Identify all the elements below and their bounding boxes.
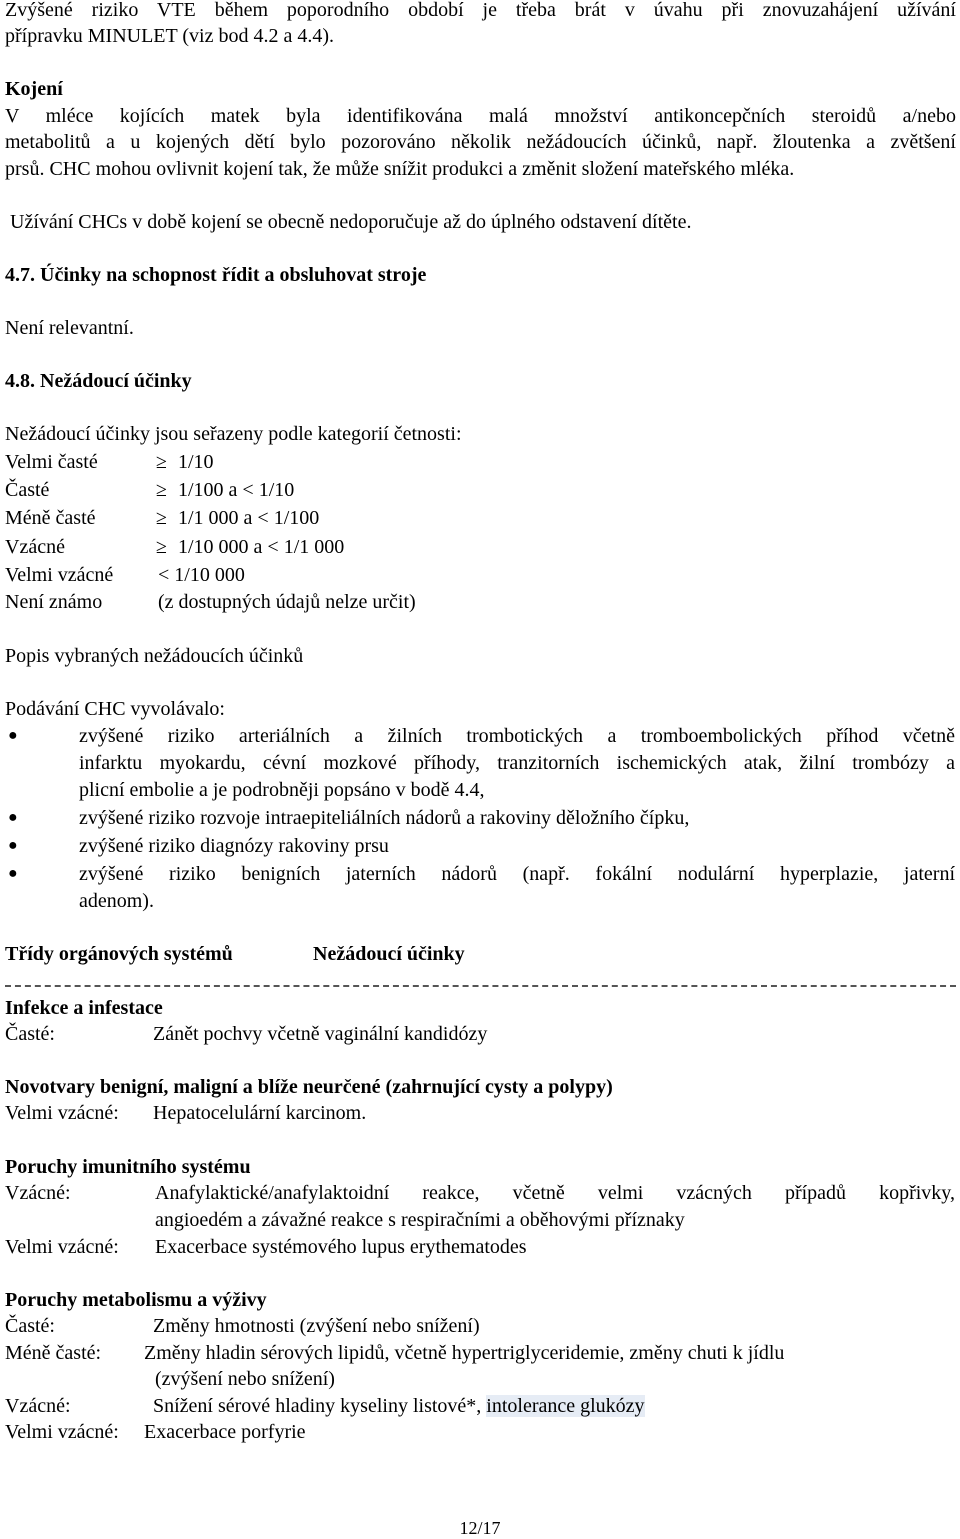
freq-range: (z dostupných údajů nelze určit)	[158, 591, 416, 613]
row-text: Exacerbace systémového lupus erythematodes	[155, 1236, 527, 1258]
row-text: Exacerbace porfyrie	[144, 1421, 306, 1443]
kojeni-line-4: Užívání CHCs v době kojení se obecně nedoporučuje až do úplného odstavení dítěte.	[10, 211, 692, 233]
row-text-continued: (zvýšení nebo snížení)	[155, 1368, 335, 1390]
row-label: Méně časté:	[5, 1342, 102, 1364]
bullet-2: zvýšené riziko rozvoje intraepiteliálních nádorů a rakoviny děložního čípku,	[79, 807, 690, 829]
row-text: Změny hladin sérových lipidů, včetně hypertriglyceridemie, změny chuti k jídlu	[144, 1342, 785, 1364]
freq-symbol: ≥	[156, 536, 167, 558]
freq-symbol: ≥	[156, 507, 167, 529]
group-title: Novotvary benigní, maligní a blíže neurčené (zahrnující cysty a polypy)	[5, 1076, 613, 1098]
bullet-4-line-2: adenom).	[79, 890, 154, 912]
frequency-intro: Nežádoucí účinky jsou seřazeny podle kategorií četnosti:	[5, 423, 462, 445]
kojeni-line-2: metabolitů a u kojených dětí bylo pozorováno několik nežádoucích účinků, např. žloutenka a zvětšení	[5, 131, 956, 153]
highlighted-text: intolerance glukózy	[486, 1395, 645, 1417]
row-text	[153, 1393, 645, 1419]
row-label: Vzácné:	[5, 1182, 71, 1204]
freq-label: Velmi vzácné	[5, 564, 114, 586]
row-label: Časté:	[5, 1315, 55, 1337]
kojeni-line-3: prsů. CHC mohou ovlivnit kojení tak, že může snížit produkci a změnit složení mateřského mléka.	[5, 158, 795, 180]
table-header-col1: Třídy orgánových systémů	[5, 943, 233, 965]
freq-range: 1/100 a < 1/10	[178, 479, 295, 501]
group-title: Poruchy metabolismu a výživy	[5, 1289, 267, 1311]
row-text: Hepatocelulární karcinom.	[153, 1102, 367, 1124]
table-header-col2: Nežádoucí účinky	[313, 943, 465, 965]
section-heading-kojeni: Kojení	[5, 78, 63, 100]
row-label: Časté:	[5, 1023, 55, 1045]
intro-line-2: přípravku MINULET (viz bod 4.2 a 4.4).	[5, 25, 335, 47]
bullet-icon: ●	[8, 727, 18, 744]
row-label: Velmi vzácné:	[5, 1102, 119, 1124]
freq-label: Není známo	[5, 591, 103, 613]
kojeni-line-1: V mléce kojících matek byla identifikována malá množství antikoncepčních steroidů a/nebo	[5, 105, 956, 127]
freq-range: 1/10	[178, 451, 214, 473]
freq-label: Méně časté	[5, 507, 96, 529]
bullet-icon: ●	[8, 837, 18, 854]
header-divider	[5, 985, 956, 987]
row-label: Vzácné:	[5, 1395, 71, 1417]
bullet-1-line-3: plicní embolie a je podrobněji popsáno v bodě 4.4,	[79, 779, 485, 801]
freq-label: Velmi časté	[5, 451, 98, 473]
bullet-4-line-1: zvýšené riziko benigních jaterních nádorů (např. fokální nodulární hyperplazie, jaterní	[79, 863, 955, 885]
bullet-icon: ●	[8, 865, 18, 882]
section-heading-4-7: 4.7. Účinky na schopnost řídit a obsluhovat stroje	[5, 264, 427, 286]
group-title: Infekce a infestace	[5, 997, 163, 1019]
row-label: Velmi vzácné:	[5, 1421, 119, 1443]
row-text-continued: angioedém a závažné reakce s respiračními a oběhovými příznaky	[155, 1209, 685, 1231]
group-title: Poruchy imunitního systému	[5, 1156, 251, 1178]
podavani-text: Podávání CHC vyvolávalo:	[5, 698, 225, 720]
freq-range: 1/10 000 a < 1/1 000	[178, 536, 345, 558]
bullet-1-line-1: zvýšené riziko arteriálních a žilních trombotických a tromboembolických příhod včetně	[79, 725, 955, 747]
row-text: Anafylaktické/anafylaktoidní reakce, včetně velmi vzácných případů kopřivky,	[155, 1182, 955, 1204]
section-heading-4-8: 4.8. Nežádoucí účinky	[5, 370, 192, 392]
row-text-part: Snížení sérové hladiny kyseliny listové*,	[153, 1395, 482, 1417]
popis-heading: Popis vybraných nežádoucích účinků	[5, 645, 304, 667]
section-4-7-text: Není relevantní.	[5, 317, 134, 339]
page-number: 12/17	[459, 1518, 501, 1538]
freq-range: < 1/10 000	[158, 564, 245, 586]
bullet-1-line-2: infarktu myokardu, cévní mozkové příhody, tranzitorních ischemických atak, žilní trombózy a	[79, 752, 955, 774]
freq-label: Časté	[5, 479, 50, 501]
row-text: Zánět pochvy včetně vaginální kandidózy	[153, 1023, 488, 1045]
freq-symbol: ≥	[156, 451, 167, 473]
freq-label: Vzácné	[5, 536, 65, 558]
row-label: Velmi vzácné:	[5, 1236, 119, 1258]
intro-line-1: Zvýšené riziko VTE během poporodního období je třeba brát v úvahu při znovuzahájení užívání	[5, 0, 956, 21]
row-text: Změny hmotnosti (zvýšení nebo snížení)	[153, 1315, 480, 1337]
freq-range: 1/1 000 a < 1/100	[178, 507, 320, 529]
freq-symbol: ≥	[156, 479, 167, 501]
bullet-3: zvýšené riziko diagnózy rakoviny prsu	[79, 835, 389, 857]
bullet-icon: ●	[8, 809, 18, 826]
